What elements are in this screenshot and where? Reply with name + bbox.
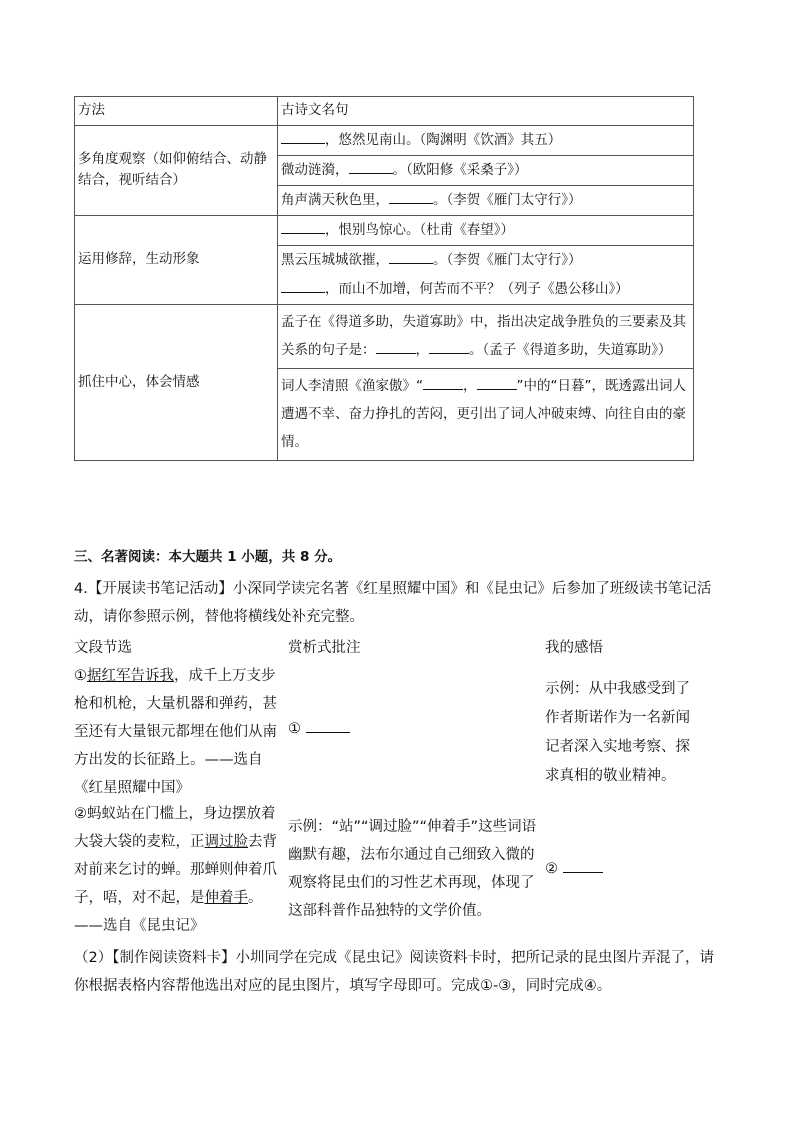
quote-cell: [278, 369, 694, 461]
answer-blank[interactable]: [281, 219, 325, 234]
reflection-2: ②: [545, 858, 603, 877]
underlined-phrase: 调过脸: [204, 834, 248, 850]
table-header-row: [75, 97, 694, 126]
quote-cell: [278, 186, 694, 216]
answer-blank[interactable]: [429, 339, 469, 354]
quote-text: 角声满天秋色里，: [281, 192, 389, 208]
quote-cell: [278, 246, 694, 276]
quote-text: 。（欧阳修《采桑子》）: [392, 162, 528, 178]
header-method: 方法: [75, 97, 278, 126]
quote-text: 词人李清照《渔家傲》“: [281, 378, 423, 394]
quote-cell: [278, 275, 694, 305]
quote-text: 。（李贺《雁门太守行》）: [433, 252, 582, 268]
answer-blank[interactable]: [389, 249, 433, 264]
col-header-reflection: 我的感悟: [545, 640, 603, 656]
quote-text: 微动涟漪，: [281, 162, 349, 178]
quote-text: ，而山不加增，何苦而不平？（列子《愚公移山》）: [325, 281, 629, 297]
col-header-annotation: 赏析式批注: [288, 640, 361, 656]
reflection-1: 示例：从中我感受到了作者斯诺作为一名新闻记者深入实地考察、探求真相的敬业精神。: [545, 681, 690, 784]
poetry-method-table: [74, 96, 694, 461]
quote-cell: [278, 305, 694, 369]
answer-blank[interactable]: [423, 375, 463, 390]
quote-text: 。（孟子《得道多助，失道寡助》）: [469, 342, 672, 358]
quote-text: 孟子在《得道多助，失道寡助》中，指出决定战争胜负的三要素及其关系的句子是：: [281, 314, 686, 358]
question-4-text: 4.【开展读书笔记活动】小深同学读完名著《红星照耀中国》和《昆虫记》后参加了班级读书笔记活动，请你参照示例，替他将横线处补充完整。: [74, 581, 712, 625]
method-cell: 运用修辞，生动形象: [75, 216, 278, 305]
quote-cell: [278, 156, 694, 186]
answer-blank[interactable]: [563, 858, 603, 873]
underlined-phrase: 伸着手: [204, 890, 248, 906]
table-row: [75, 305, 694, 369]
answer-blank[interactable]: [306, 718, 350, 733]
answer-blank[interactable]: [281, 129, 325, 144]
section-title: 三、名著阅读：本大题共 1 小题，共 8 分。: [74, 549, 342, 565]
quote-text: ，恨别鸟惊心。（杜甫《春望》）: [325, 222, 514, 238]
answer-blank[interactable]: [477, 375, 517, 390]
quote-text: 黑云压城城欲摧，: [281, 252, 389, 268]
answer-blank[interactable]: [376, 339, 416, 354]
quote-text: ，: [415, 342, 429, 358]
quote-cell: [278, 126, 694, 156]
quote-text: 。（李贺《雁门太守行》）: [433, 192, 582, 208]
question-2-text: （2）【制作阅读资料卡】小圳同学在完成《昆虫记》阅读资料卡时，把所记录的昆虫图片弄混了，请你根据表格内容帮他选出对应的昆虫图片，填写字母即可。完成①-③，同时完成④。: [74, 950, 714, 994]
excerpt-2: ②蚂蚁站在门槛上，身边摆放着大袋大袋的麦粒，正调过脸去背对前来乞讨的蝉。那蝉则伸着爪子，唔，对不起，是伸着手。——选自《昆虫记》: [74, 806, 277, 934]
quote-text: ”中的“日暮”，既透露出词人遭遇不幸、奋力挣扎的苦闷，更引出了词人冲破束缚、向往自由的豪情。: [281, 378, 686, 450]
quote-cell: [278, 216, 694, 246]
annotation-2: 示例：“站”“调过脸”“伸着手”这些词语幽默有趣，法布尔通过自己细致入微的观察将昆虫们的习性艺术再现，体现了这部科普作品独特的文学价值。: [288, 819, 537, 919]
col-header-excerpt: 文段节选: [74, 640, 132, 656]
method-cell: 多角度观察（如仰俯结合、动静结合，视听结合）: [75, 126, 278, 216]
table-row: [75, 216, 694, 246]
answer-blank[interactable]: [389, 189, 433, 204]
quote-text: ，: [463, 378, 477, 394]
underlined-phrase: 据红军告诉我: [87, 668, 174, 684]
method-cell: 抓住中心，体会情感: [75, 305, 278, 461]
answer-blank[interactable]: [281, 278, 325, 293]
answer-blank[interactable]: [349, 159, 393, 174]
header-quotes: 古诗文名句: [278, 97, 694, 126]
table-row: [75, 126, 694, 156]
excerpt-1: ①据红军告诉我，成千上万支步枪和机枪，大量机器和弹药，甚至还有大量银元都埋在他们从南方出发的长征路上。——选自《红星照耀中国》: [74, 668, 277, 796]
annotation-1: ①: [288, 718, 350, 737]
quote-text: ，悠然见南山。（陶渊明《饮酒》其五）: [325, 132, 562, 148]
